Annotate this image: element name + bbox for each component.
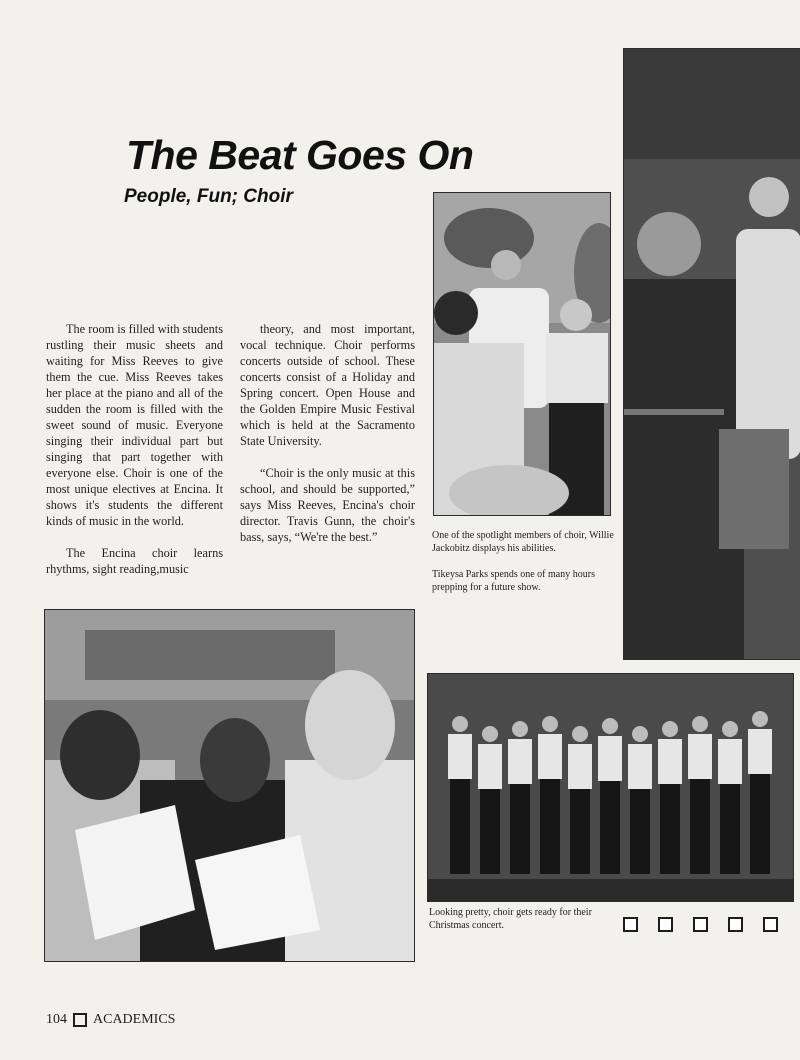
photo-singers-with-music <box>44 609 415 962</box>
photo-caption: Looking pretty, choir gets ready for their Christmas concert. <box>429 907 592 931</box>
square-ornament-icon <box>728 917 743 932</box>
section-name: ACADEMICS <box>93 1012 176 1027</box>
photo-choir-group <box>427 673 794 902</box>
photo-caption: One of the spotlight members of choir, Willie Jackobitz displays his abilities. <box>432 530 614 554</box>
decorative-box-row <box>623 917 778 932</box>
article-column-2 <box>240 321 415 545</box>
photo-director-and-singer <box>623 48 800 660</box>
page-title: The Beat Goes On <box>126 132 474 178</box>
page-number: 104 <box>46 1012 67 1027</box>
square-ornament-icon <box>763 917 778 932</box>
article-paragraph: The Encina choir learns rhythms, sight reading,music <box>46 546 223 576</box>
square-ornament-icon <box>73 1013 87 1027</box>
article-paragraph: theory, and most important, vocal technique. Choir performs concerts outside of school. These concerts consist of a Holiday and Spring concert. Open House and the Golden Empire Music Festival which is held at the Sacramento State University. <box>240 322 415 448</box>
article-column-1 <box>46 321 223 577</box>
square-ornament-icon <box>693 917 708 932</box>
article-paragraph: “Choir is the only music at this school, and should be supported,” says Miss Reeves, Encina's choir director. Travis Gunn, the choir's bass, says, “We're the best.” <box>240 466 415 544</box>
square-ornament-icon <box>623 917 638 932</box>
page-subtitle: People, Fun; Choir <box>124 186 293 207</box>
article-paragraph: The room is filled with students rustling their music sheets and waiting for Miss Reeves to give them the cue. Miss Reeves takes her place at the piano and all of the sudden the room is filled with the sweet sound of music. Everyone singing their individual part but singing that part together with everyone else. Choir is one of the most unique electives at Encina. It shows it's students the different kinds of music in the world. <box>46 322 223 528</box>
page-footer <box>46 1012 175 1028</box>
square-ornament-icon <box>658 917 673 932</box>
photo-caption: Tikeysa Parks spends one of many hours prepping for a future show. <box>432 569 595 593</box>
photo-choir-performer <box>433 192 611 516</box>
